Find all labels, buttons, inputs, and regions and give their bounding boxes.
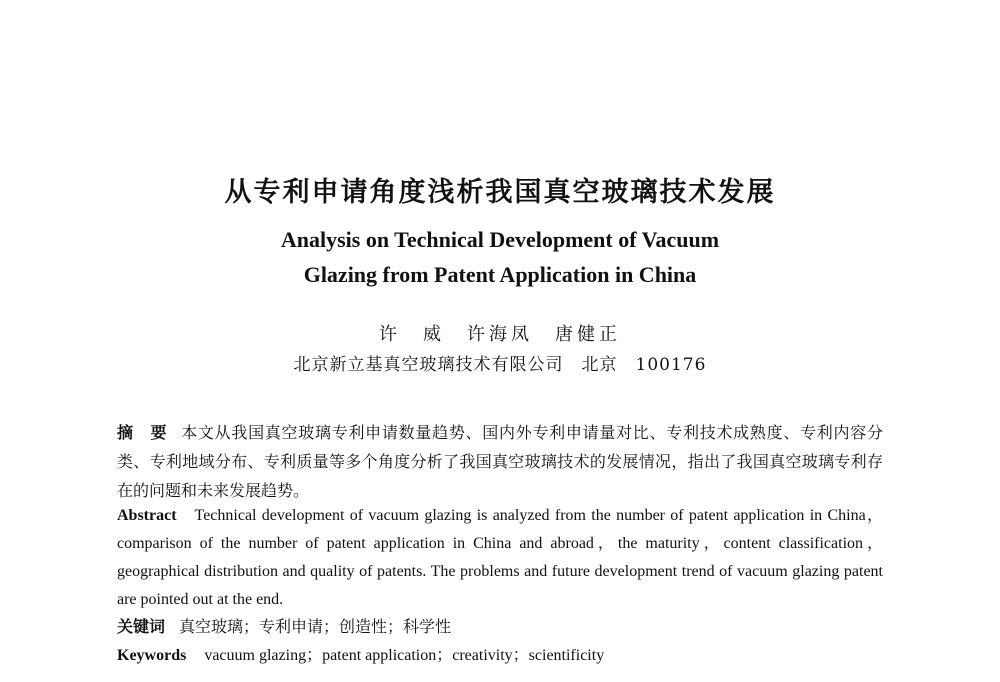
chinese-title: 从专利申请角度浅析我国真空玻璃技术发展 — [224, 177, 776, 208]
chinese-abstract — [117, 418, 883, 505]
english-keywords-text: vacuum glazing；patent application；creativity；scientificity — [204, 647, 605, 664]
english-abstract-label: Abstract — [117, 507, 177, 524]
english-title-line-1: Analysis on Technical Development of Vacuum — [280, 227, 720, 252]
english-abstract-text: Technical development of vacuum glazing is analyzed from the number of patent application in China，comparison of the number of patent application in China and abroad，the maturity，content classification，geographical distribution and quality of patents. The problems and future development trend of vacuum glazing patent are pointed out at the end. — [117, 507, 883, 608]
chinese-keywords-text: 真空玻璃；专利申请；创造性；科学性 — [179, 617, 452, 636]
chinese-abstract-text: 本文从我国真空玻璃专利申请数量趋势、国内外专利申请量对比、专利技术成熟度、专利内容分类、专利地域分布、专利质量等多个角度分析了我国真空玻璃技术的发展情况，指出了我国真空玻璃专利存在的问题和未来发展趋势。 — [117, 423, 883, 500]
english-keywords-label: Keywords — [117, 647, 187, 664]
affiliation: 北京新立基真空玻璃技术有限公司 北京 100176 — [293, 355, 707, 375]
chinese-abstract-label: 摘 要 — [117, 423, 168, 442]
author-list: 许 威 许海凤 唐健正 — [379, 324, 621, 345]
english-keywords — [117, 642, 883, 665]
english-abstract — [117, 502, 883, 614]
english-title-line-2: Glazing from Patent Application in China — [303, 262, 697, 287]
chinese-keywords-label: 关键词 — [117, 617, 166, 636]
chinese-keywords — [117, 614, 883, 637]
